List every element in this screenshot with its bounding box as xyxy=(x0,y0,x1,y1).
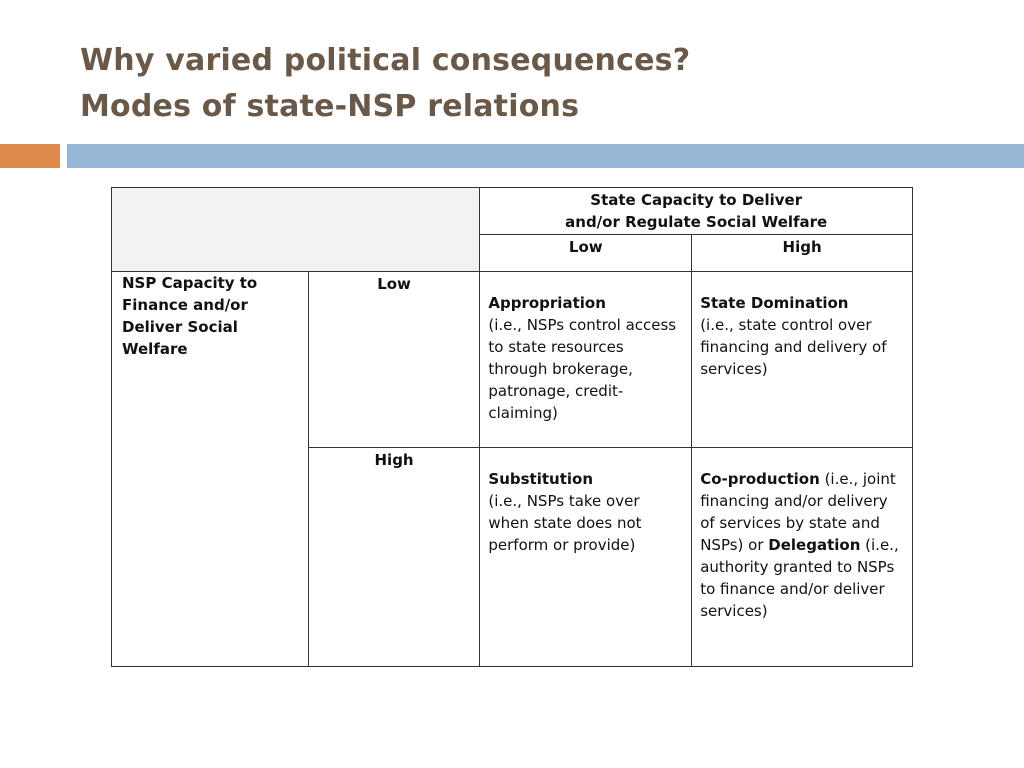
nsp-capacity-line-4: Welfare xyxy=(122,340,188,358)
accent-bar-blue xyxy=(67,144,1024,168)
substitution-cell xyxy=(480,448,692,667)
coproduction-desc: (i.e., joint financing and/or delivery of services by state and NSPs) or xyxy=(700,470,896,554)
substitution-title: Substitution xyxy=(488,470,593,488)
appropriation-cell xyxy=(480,272,692,448)
nsp-capacity-line-2: Finance and/or xyxy=(122,296,248,314)
coproduction-title: Co-production xyxy=(700,470,820,488)
appropriation-title: Appropriation xyxy=(488,294,606,312)
state-low-header: Low xyxy=(480,235,692,272)
nsp-capacity-line-3: Deliver Social xyxy=(122,318,238,336)
appropriation-desc: (i.e., NSPs control access to state resources through brokerage, patronage, credit-claiming) xyxy=(488,316,677,422)
slide-title xyxy=(80,38,690,130)
state-domination-desc: (i.e., state control over financing and delivery of services) xyxy=(700,316,887,378)
delegation-title: Delegation xyxy=(768,536,861,554)
state-capacity-line-2: and/or Regulate Social Welfare xyxy=(565,213,828,231)
delegation-desc: (i.e., authority granted to NSPs to finance and/or deliver services) xyxy=(700,536,899,620)
coproduction-cell xyxy=(692,448,913,667)
title-line-1: Why varied political consequences? xyxy=(80,43,691,78)
state-capacity-line-1: State Capacity to Deliver xyxy=(590,191,803,209)
nsp-capacity-header xyxy=(112,272,309,667)
substitution-desc: (i.e., NSPs take over when state does not perform or provide) xyxy=(488,492,642,554)
nsp-high-header: High xyxy=(308,448,480,667)
corner-cell xyxy=(112,188,480,272)
state-domination-title: State Domination xyxy=(700,294,849,312)
state-domination-cell xyxy=(692,272,913,448)
relations-table xyxy=(111,187,913,667)
state-capacity-header xyxy=(480,188,913,235)
nsp-low-header: Low xyxy=(308,272,480,448)
accent-bar-orange xyxy=(0,144,60,168)
nsp-capacity-line-1: NSP Capacity to xyxy=(122,274,258,292)
title-line-2: Modes of state-NSP relations xyxy=(80,89,580,124)
state-high-header: High xyxy=(692,235,913,272)
